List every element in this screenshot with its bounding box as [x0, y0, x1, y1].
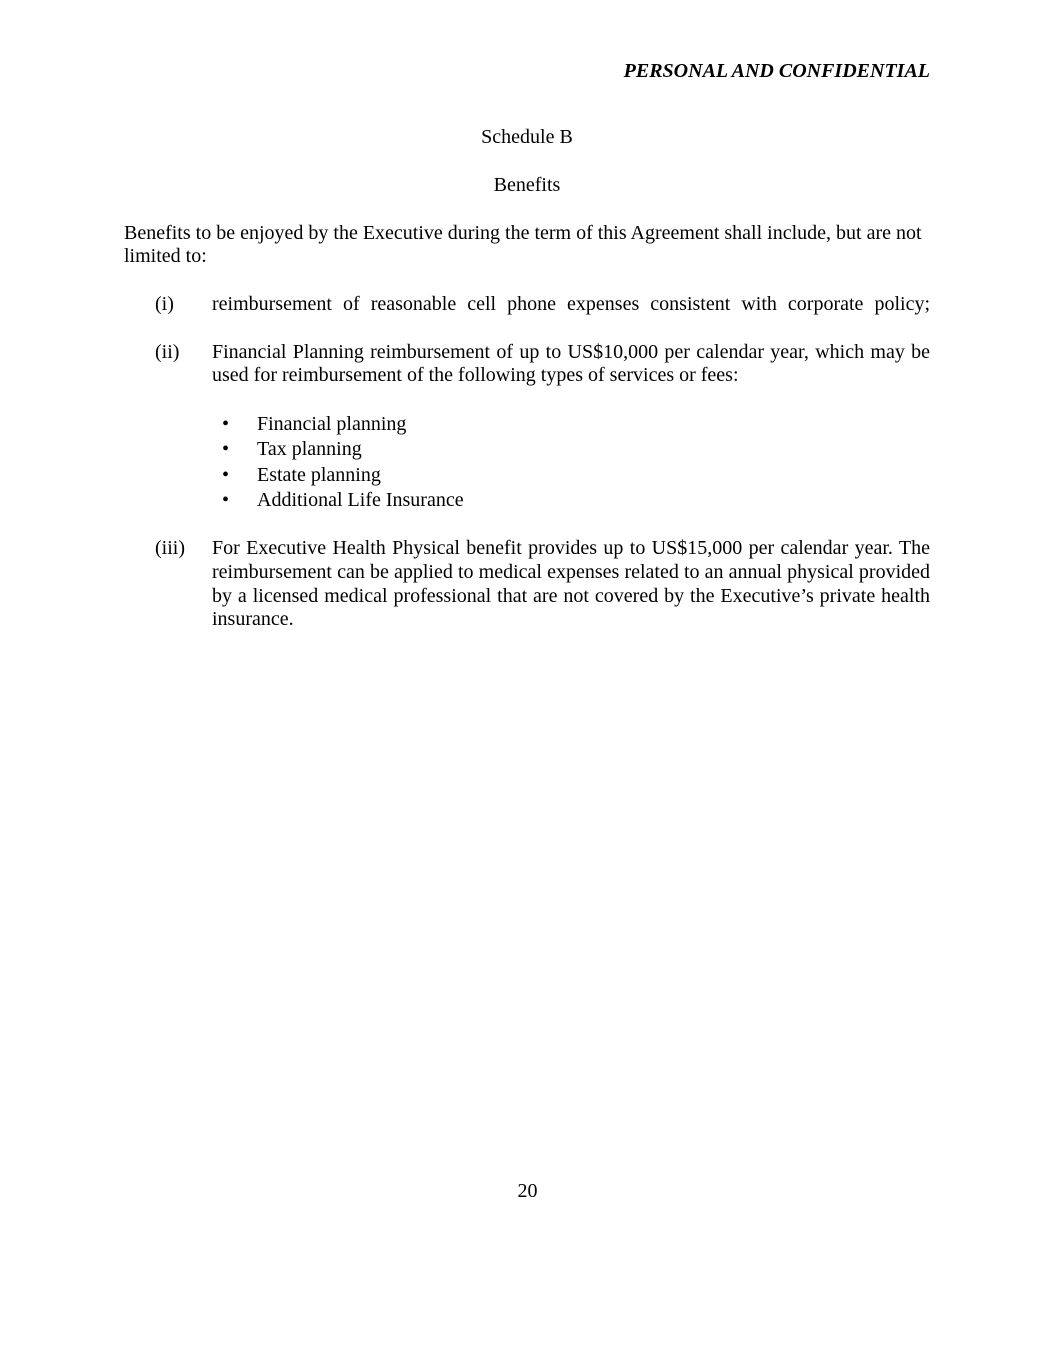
- schedule-title: Schedule B: [481, 125, 573, 148]
- list-item: [222, 463, 930, 488]
- bullet-item-text: Tax planning: [257, 438, 362, 461]
- benefit-bullet-list: [124, 412, 930, 514]
- list-item-iii: [124, 537, 930, 631]
- confidential-header: PERSONAL AND CONFIDENTIAL: [623, 60, 930, 82]
- list-item-ii: [124, 341, 930, 388]
- page-number: 20: [517, 1180, 538, 1202]
- list-item: [222, 412, 930, 437]
- bullet-icon: •: [222, 488, 230, 511]
- bullet-icon: •: [222, 412, 230, 435]
- bullet-item-text: Financial planning: [257, 412, 407, 435]
- list-item-i: [124, 293, 930, 317]
- list-item-iii-label: (iii): [155, 537, 185, 560]
- bullet-item-text: Additional Life Insurance: [257, 488, 464, 511]
- list-item-i-label: (i): [155, 292, 174, 315]
- list-item-ii-text: Financial Planning reimbursement of up to US$10,000 per calendar year, which may be used for reimbursement of the following types of services or fees:: [212, 340, 930, 387]
- bullet-item-text: Estate planning: [257, 463, 381, 486]
- bullet-icon: •: [222, 463, 230, 486]
- list-item-ii-label: (ii): [155, 340, 180, 363]
- list-item-iii-text: For Executive Health Physical benefit provides up to US$15,000 per calendar year. The reimbursement can be applied to medical expenses related to an annual physical provided by a licensed medical professional that are not covered by the Executive’s private health insurance.: [212, 537, 930, 631]
- intro-paragraph: Benefits to be enjoyed by the Executive during the term of this Agreement shall include, but are not limited to:: [124, 221, 922, 268]
- list-item: [222, 488, 930, 513]
- list-item: [222, 437, 930, 462]
- bullet-icon: •: [222, 438, 230, 461]
- list-item-i-text: reimbursement of reasonable cell phone expenses consistent with corporate policy;: [212, 292, 930, 315]
- benefits-heading: Benefits: [493, 174, 561, 197]
